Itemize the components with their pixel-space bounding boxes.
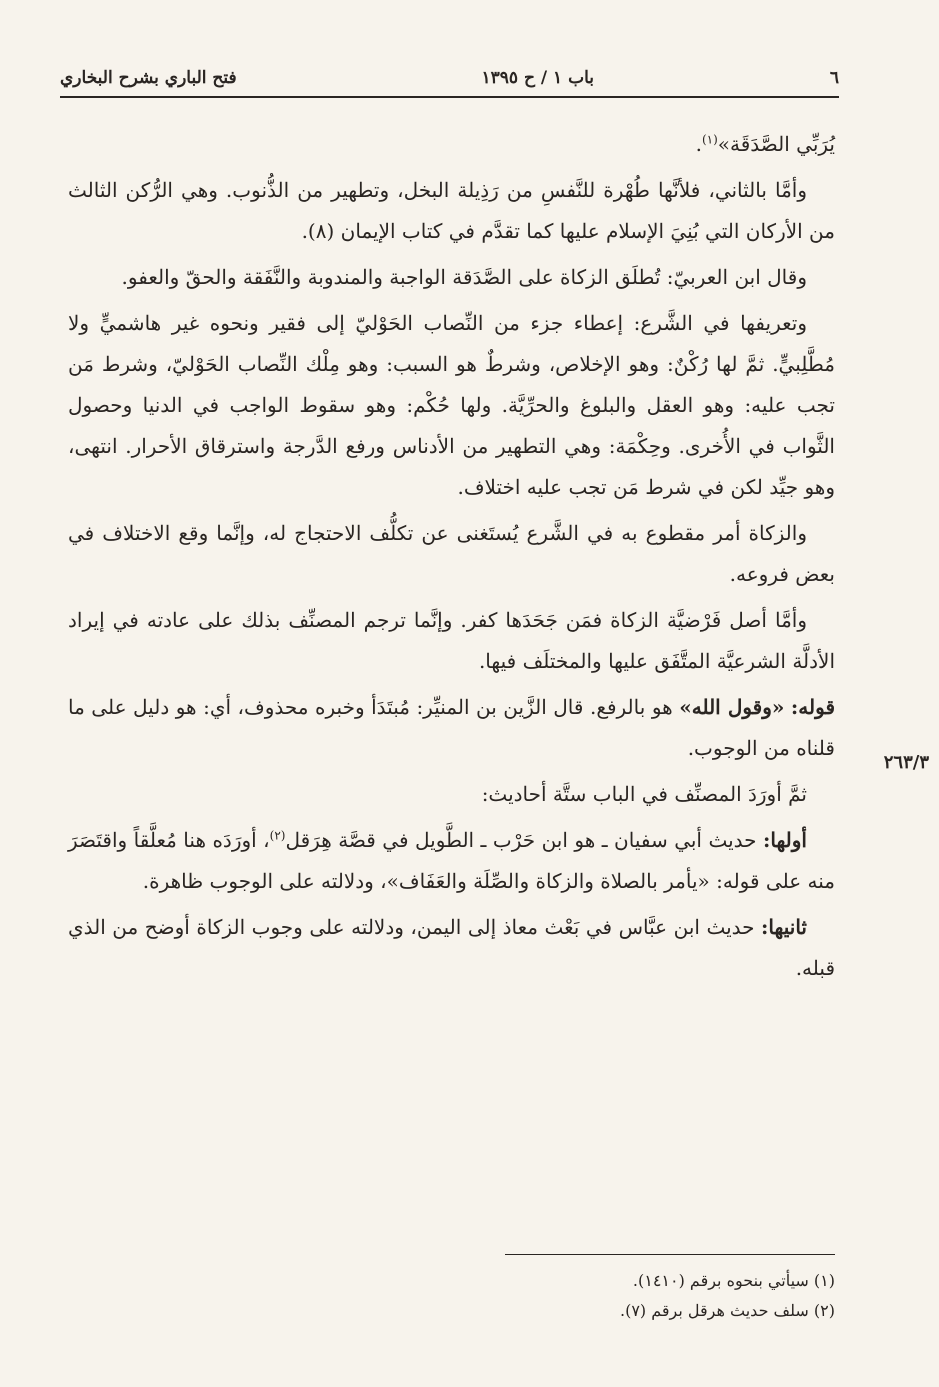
footnote-marker: (١) bbox=[701, 132, 718, 147]
paragraph: والزكاة أمر مقطوع به في الشَّرع يُستَغنى عن تكلُّف الاحتجاج له، وإنَّما وقع الاختلاف في بعض فروعه. bbox=[68, 521, 835, 586]
lead-word: ثانيها: bbox=[761, 915, 807, 939]
margin-reference: ٢٦٣/٣ bbox=[883, 752, 929, 773]
footnotes bbox=[75, 1266, 835, 1326]
lead-word: أولها: bbox=[762, 828, 807, 852]
paragraph: ثمَّ أورَدَ المصنِّف في الباب ستَّة أحاديث: bbox=[481, 782, 807, 806]
quoted-phrase: «وقول الله» bbox=[679, 695, 785, 719]
paragraph: أولها: حديث أبي سفيان ـ هو ابن حَرْب ـ الطَّويل في قصَّة هِرَقل$^{(٢)}$، أورَدَه هنا مُعلَّقاً واقتَصَرَ منه على قوله: «يأمر بالصلاة والزكاة والصِّلَة والعَفَاف»، ودلالته على الوجوب ظاهرة. bbox=[68, 828, 835, 893]
book-title: فتح الباري بشرح البخاري bbox=[60, 68, 237, 88]
paragraph: وقال ابن العربيّ: تُطلَق الزكاة على الصَّدَقة الواجبة والمندوبة والنَّفَقة والحقّ والعفو. bbox=[121, 265, 807, 289]
paragraph: ثانيها: حديث ابن عبَّاس في بَعْث معاذ إلى اليمن، ودلالته على وجوب الزكاة أوضح من الذي قبله. bbox=[68, 915, 835, 980]
running-header bbox=[60, 60, 839, 98]
main-text bbox=[68, 124, 835, 994]
footnote: (١) سيأتي بنحوه برقم (١٤١٠). bbox=[632, 1271, 835, 1290]
footnote: (٢) سلف حديث هرقل برقم (٧). bbox=[619, 1301, 835, 1320]
footnote-divider bbox=[505, 1254, 835, 1255]
paragraph: يُرَبِّي الصَّدَقَة»$^{(١)}$. bbox=[695, 132, 835, 156]
chapter-reference: باب ١ / ح ١٣٩٥ bbox=[481, 68, 594, 88]
footnote-marker: (٢) bbox=[269, 828, 286, 843]
page-number: ٦ bbox=[829, 68, 839, 88]
paragraph: قوله: «وقول الله» هو بالرفع. قال الزَّين بن المنيِّر: مُبتَدَأ وخبره محذوف، أي: هو دليل على ما قلناه من الوجوب. bbox=[68, 695, 836, 760]
paragraph: وتعريفها في الشَّرع: إعطاء جزء من النِّصاب الحَوْليّ إلى فقير ونحوه غير هاشميٍّ ولا مُطَّلِبيٍّ. ثمَّ لها رُكْنٌ: وهو الإخلاص، وشرطٌ هو السبب: وهو مِلْك النِّصاب الحَوْليّ، وشرط مَن تجب عليه: وهو العقل والبلوغ والحرِّيَّة. ولها حُكْم: وهو سقوط الواجب في الدنيا وحصول الثَّواب في الأُخرى. وحِكْمَة: وهي التطهير من الأدناس ورفع الدَّرجة واسترقاق الأحرار. انتهى، وهو جيِّد لكن في شرط مَن تجب عليه اختلاف. bbox=[68, 311, 835, 499]
lead-word: قوله: bbox=[790, 695, 836, 719]
paragraph: وأمَّا بالثاني، فلأنَّها طُهْرة للنَّفسِ من رَذِيلة البخل، وتطهير من الذُّنوب. وهي الرُّكن الثالث من الأركان التي بُنِيَ الإسلام عليها كما تقدَّم في كتاب الإيمان (٨). bbox=[68, 178, 835, 243]
paragraph: وأمَّا أصل فَرْضيَّة الزكاة فمَن جَحَدَها كفر. وإنَّما ترجم المصنِّف بذلك على عادته في إيراد الأدلَّة الشرعيَّة المتَّفَق عليها والمختلَف فيها. bbox=[68, 608, 835, 673]
